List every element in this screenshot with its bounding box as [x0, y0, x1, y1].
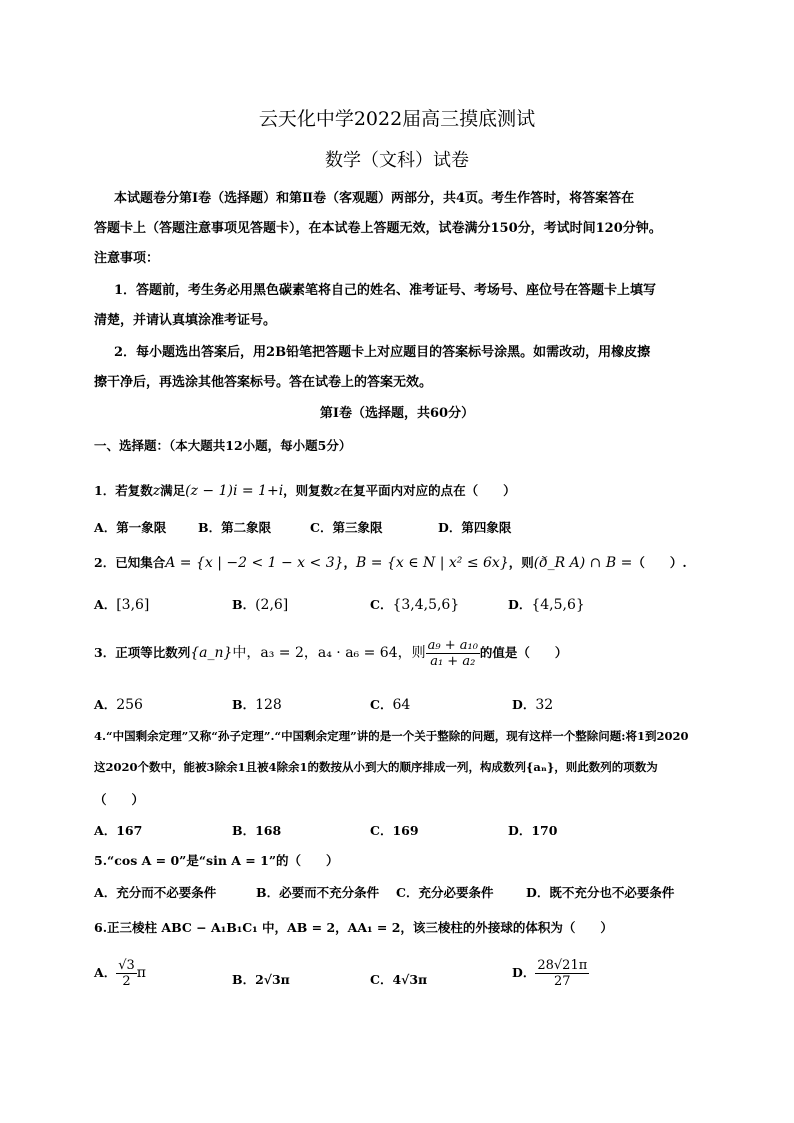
q2-option-a-value: [3,6]	[116, 597, 150, 613]
q3-option-c	[370, 695, 410, 713]
q1-z2: z	[333, 483, 341, 499]
q2-option-b-value: (2,6]	[255, 597, 289, 613]
q1-option-d: D．第四象限	[438, 520, 512, 535]
q1-option-a: A．第一象限	[94, 520, 167, 535]
q1-mid: 满足	[160, 483, 186, 498]
q3-option-b-label: B．	[232, 697, 256, 712]
question-2	[94, 553, 687, 571]
q2-option-c-label: C．	[370, 597, 393, 612]
note-1-line-2: 清楚，并请认真填涂准考证号。	[94, 313, 277, 328]
q1-tail: 在复平面内对应的点在（ ）	[340, 483, 516, 498]
q6-option-a-pi: π	[136, 965, 146, 981]
q3-option-d	[512, 695, 553, 713]
q6-option-a-den: 2	[122, 974, 131, 989]
section-1-heading: 一、选择题：（本大题共12小题，每小题5分）	[94, 438, 352, 453]
exam-subtitle: 数学（文科）试卷	[325, 150, 469, 171]
q5-option-a: A．充分而不必要条件	[94, 885, 217, 900]
q3-option-c-value: 64	[392, 697, 411, 713]
q5-option-b: B．必要而不充分条件	[256, 885, 380, 900]
q2-option-d-label: D．	[508, 597, 532, 612]
q6-option-a-num: √3	[118, 958, 135, 973]
note-2-line-1: 2．每小题选出答案后，用2B铅笔把答题卡上对应题目的答案标号涂黑。如需改动，用橡皮擦	[114, 345, 651, 360]
q2-sep: ，	[343, 555, 357, 570]
q6-option-d-fraction	[535, 958, 589, 989]
q6-option-d-den: 27	[554, 974, 571, 989]
q1-prefix: 1．若复数	[94, 483, 153, 498]
q2-option-a	[94, 595, 149, 613]
q3-option-a-value: 256	[116, 697, 143, 713]
q2-option-b-label: B．	[232, 597, 256, 612]
q3-tail: 的值是（ ）	[479, 645, 568, 660]
q1-option-c: C．第三象限	[310, 520, 383, 535]
q4-line-1: 4.“中国剩余定理”又称“孙子定理”.“中国剩余定理”讲的是一个关于整除的问题，现有这样一个整除问题:将1到2020	[94, 729, 689, 743]
q6-option-c: C．4√3π	[370, 972, 428, 987]
q1-equation: (z − 1)i = 1+i	[185, 483, 284, 499]
q4-option-c: C．169	[370, 823, 419, 838]
q4-line-3: （ ）	[94, 792, 145, 807]
q4-option-b: B．168	[232, 823, 282, 838]
q2-option-b	[232, 595, 288, 613]
q1-option-b: B．第二象限	[198, 520, 272, 535]
q3-option-d-value: 32	[535, 697, 554, 713]
q5-option-c: C．充分必要条件	[396, 885, 494, 900]
q6-option-a-label: A．	[94, 965, 117, 980]
q3-sequence: {a_n}	[190, 645, 233, 661]
q2-option-d	[508, 595, 585, 613]
note-2-line-2: 擦干净后，再选涂其他答案标号。答在试卷上的答案无效。	[94, 375, 433, 390]
question-1	[94, 481, 516, 499]
q6-option-d-label: D．	[512, 965, 536, 980]
question-3	[94, 638, 567, 669]
q3-option-c-label: C．	[370, 697, 393, 712]
q4-option-d: D．170	[508, 823, 558, 838]
q5-option-d: D．既不充分也不必要条件	[526, 885, 675, 900]
q3-option-b	[232, 695, 282, 713]
q3-option-d-label: D．	[512, 697, 536, 712]
q2-prefix: 2．已知集合	[94, 555, 166, 570]
part-1-heading: 第Ⅰ卷（选择题，共60分）	[319, 406, 475, 421]
q3-prefix: 3．正项等比数列	[94, 645, 191, 660]
q2-option-d-value: {4,5,6}	[531, 597, 585, 613]
q4-line-2: 这2020个数中，能被3除余1且被4除余1的数按从小到大的顺序排成一列，构成数列{aₙ}，则此数列的项数为	[94, 760, 658, 774]
q6-option-b: B．2√3π	[232, 972, 290, 987]
intro-line-2: 答题卡上（答题注意事项见答题卡），在本试卷上答题无效，试卷满分150分，考试时间120分钟。	[94, 221, 662, 236]
note-1-line-1: 1．答题前，考生务必用黑色碳素笔将自己的姓名、准考证号、考场号、座位号在答题卡上填写	[114, 283, 657, 298]
q4-option-a: A．167	[94, 823, 143, 838]
q6-option-d-num: 28√21π	[537, 958, 588, 973]
q3-option-a-label: A．	[94, 697, 117, 712]
q2-expression: (ð_R A) ∩ B =	[533, 555, 633, 571]
q3-fraction-num: a₉ + a₁₀	[427, 638, 478, 653]
notes-title: 注意事项：	[94, 251, 160, 266]
question-5: 5.“cos A = 0”是“sin A = 1”的（ ）	[94, 853, 339, 868]
q3-fraction-den: a₁ + a₂	[430, 654, 476, 669]
q2-option-a-label: A．	[94, 597, 117, 612]
q2-set-a: A = {x | −2 < 1 − x < 3}	[165, 555, 344, 571]
q1-z: z	[152, 483, 161, 499]
exam-title: 云天化中学2022届高三摸底测试	[258, 108, 536, 130]
q1-after: ，则复数	[283, 483, 334, 498]
q3-option-a	[94, 695, 143, 713]
q3-conditions: 中，a₃ = 2，a₄ · a₆ = 64，则	[232, 645, 426, 661]
q6-option-a	[94, 958, 146, 989]
q2-option-c	[370, 595, 459, 613]
intro-line-1: 本试题卷分第Ⅰ卷（选择题）和第Ⅱ卷（客观题）两部分，共4页。考生作答时，将答案答在	[114, 191, 635, 206]
q2-set-b: B = {x ∈ N | x² ≤ 6x}	[356, 555, 509, 571]
q3-option-b-value: 128	[255, 697, 282, 713]
q6-option-d	[512, 958, 589, 989]
q6-option-a-fraction	[116, 958, 137, 989]
q3-fraction	[426, 638, 480, 669]
q2-option-c-value: {3,4,5,6}	[392, 597, 460, 613]
question-6: 6.正三棱柱 ABC − A₁B₁C₁ 中，AB = 2，AA₁ = 2，该三棱柱的外接球的体积为（ ）	[94, 920, 613, 935]
q2-tail: （ ）.	[632, 555, 687, 570]
q2-tail-pre: ，则	[508, 555, 534, 570]
